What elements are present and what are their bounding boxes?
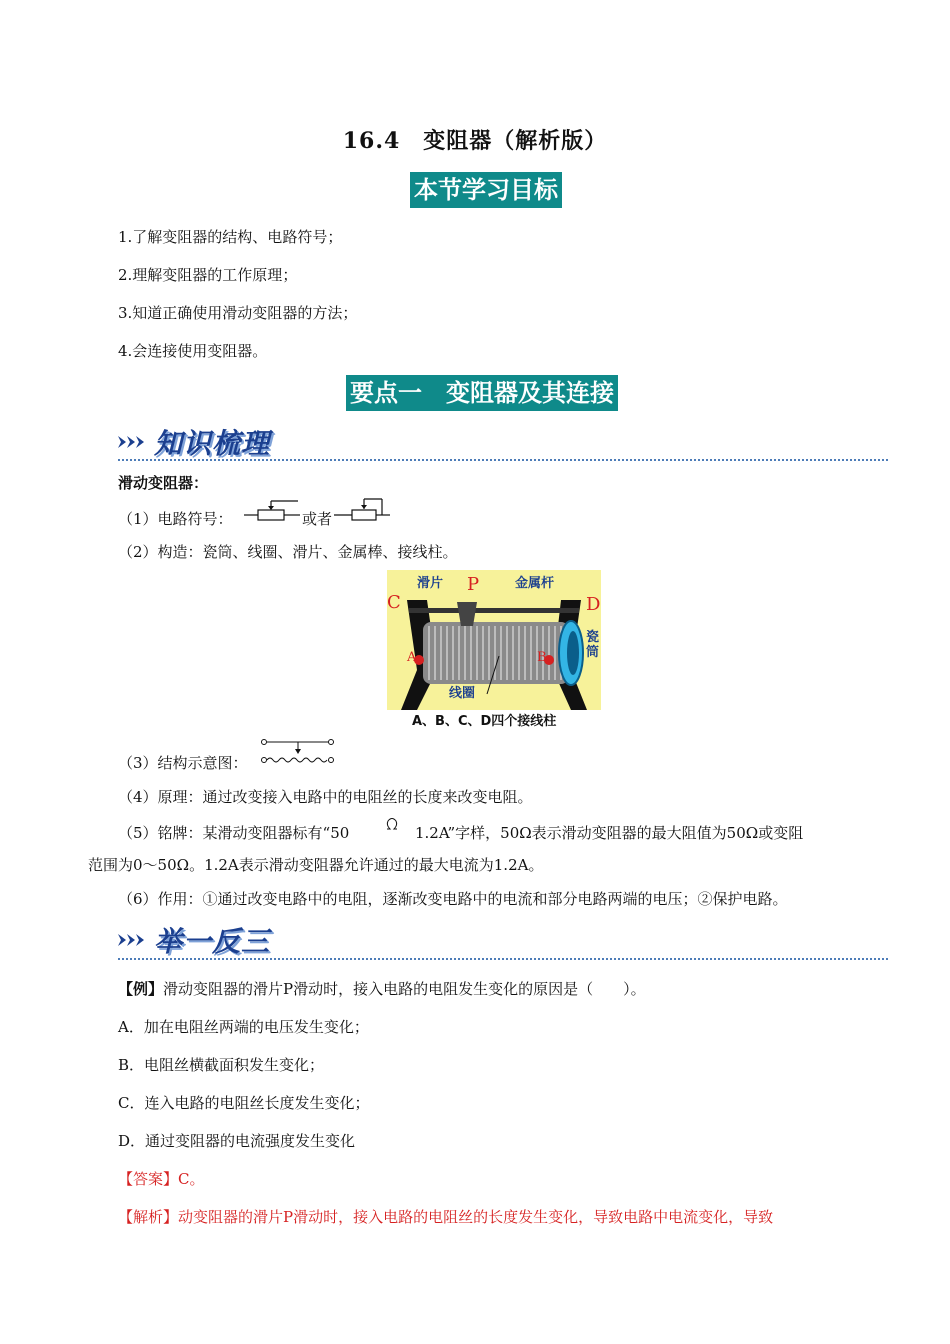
- example-tag: 【例】: [118, 980, 164, 998]
- fig-label-c: C: [387, 592, 401, 613]
- triple-arrow-icon: [118, 930, 158, 950]
- fig-label-porcelain: 瓷筒: [586, 630, 600, 660]
- section-label: 举一反三: [154, 925, 271, 958]
- fig-label-coil: 线圈: [449, 686, 476, 701]
- section-header-example: [118, 922, 888, 962]
- symbol-label: （1）电路符号：: [118, 510, 233, 528]
- rheostat-symbol-alt-icon: [334, 496, 392, 524]
- objectives-banner: 本节学习目标: [410, 172, 562, 208]
- fig-label-b: B: [537, 650, 547, 665]
- fig-label-a: A: [407, 650, 417, 665]
- rheostat-illustration-icon: [387, 570, 601, 710]
- nameplate-line-1b: 1.2A”字样，50Ω表示滑动变阻器的最大阻值为50Ω或变阻: [400, 824, 804, 842]
- subheading: 滑动变阻器：: [118, 474, 209, 492]
- omega-icon: [384, 816, 400, 832]
- option-c: C．连入电路的电阻丝长度发生变化；: [118, 1094, 370, 1112]
- rheostat-structure-diagram-icon: [258, 736, 338, 766]
- function-line: （6）作用：①通过改变电路中的电阻，逐渐改变电路中的电流和部分电路两端的电压；②保护电路。: [118, 890, 788, 908]
- example-question: [118, 978, 646, 999]
- objective-item: 3.知道正确使用滑动变阻器的方法；: [118, 304, 358, 322]
- option-b: B．电阻丝横截面积发生变化；: [118, 1056, 325, 1074]
- section-header-knowledge: [118, 424, 888, 464]
- example-question-text: 滑动变阻器的滑片P滑动时，接入电路的电阻发生变化的原因是（ ）。: [163, 980, 646, 998]
- objective-item: 4.会连接使用变阻器。: [118, 342, 268, 360]
- point1-banner: 要点一 变阻器及其连接: [346, 375, 618, 411]
- diagram-label: （3）结构示意图：: [118, 754, 248, 772]
- structure-line: （2）构造：瓷筒、线圈、滑片、金属棒、接线柱。: [118, 543, 458, 561]
- section-divider: [118, 459, 888, 461]
- rheostat-figure: [387, 570, 601, 710]
- page-title: 16.4 变阻器（解析版）: [342, 128, 608, 154]
- fig-label-p: P: [467, 574, 480, 595]
- nameplate-line-2: 范围为0～50Ω。1.2A表示滑动变阻器允许通过的最大电流为1.2A。: [88, 856, 544, 874]
- triple-arrow-icon: [118, 432, 158, 452]
- nameplate-line-1a: （5）铭牌：某滑动变阻器标有“50: [118, 824, 350, 842]
- section-divider: [118, 958, 888, 960]
- option-a: A．加在电阻丝两端的电压发生变化；: [118, 1018, 369, 1036]
- fig-label-slider: 滑片: [417, 576, 444, 591]
- figure-caption: A、B、C、D四个接线柱: [412, 714, 557, 729]
- rheostat-symbol-icon: [244, 498, 302, 524]
- answer: 【答案】C。: [118, 1170, 205, 1188]
- fig-label-d: D: [586, 594, 601, 615]
- principle-line: （4）原理：通过改变接入电路中的电阻丝的长度来改变电阻。: [118, 788, 533, 806]
- objective-item: 1.了解变阻器的结构、电路符号；: [118, 228, 343, 246]
- option-d: D．通过变阻器的电流强度发生变化: [118, 1132, 356, 1150]
- objective-item: 2.理解变阻器的工作原理；: [118, 266, 298, 284]
- symbol-or: 或者: [302, 510, 333, 528]
- fig-label-rod: 金属杆: [515, 576, 555, 591]
- analysis: 【解析】动变阻器的滑片P滑动时，接入电路的电阻丝的长度发生变化，导致电路中电流变化，导致: [118, 1208, 774, 1226]
- section-label: 知识梳理: [154, 427, 271, 460]
